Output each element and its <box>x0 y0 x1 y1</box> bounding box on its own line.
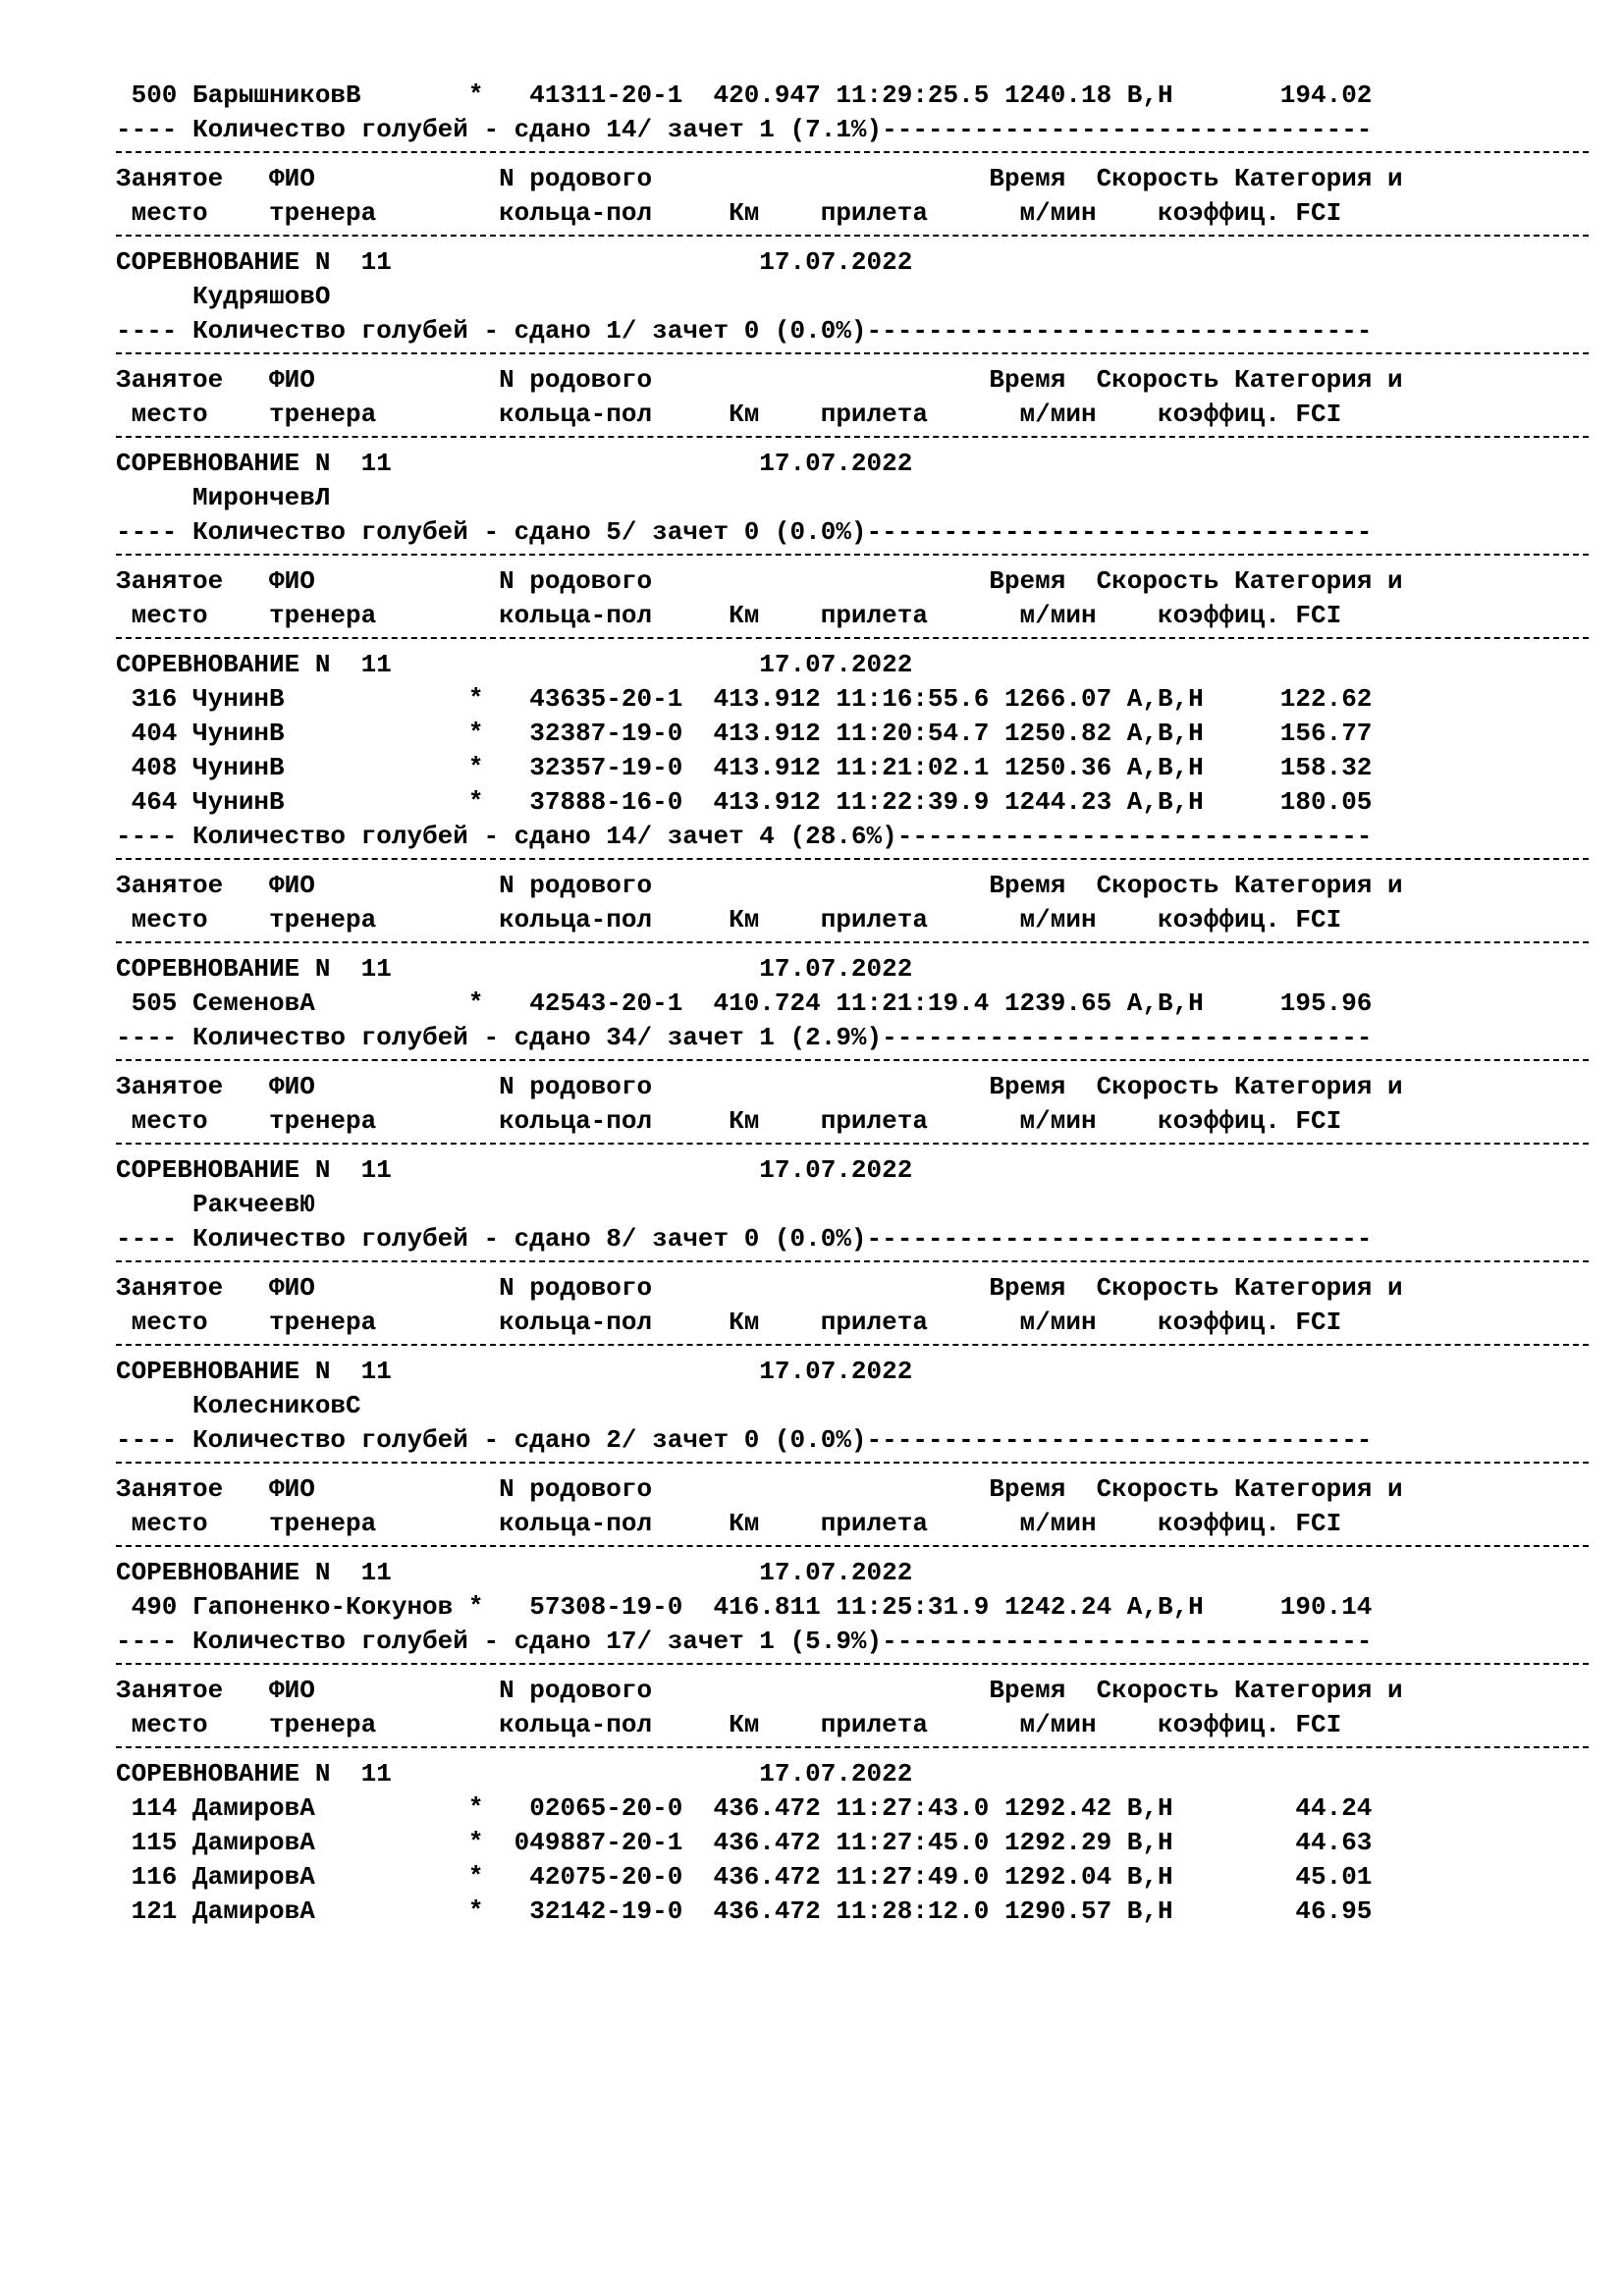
table-header-row-1: Занятое ФИО N родового Время Скорость Категория и <box>116 1676 1403 1705</box>
competition-title: СОРЕВНОВАНИЕ N 11 17.07.2022 <box>116 954 913 984</box>
competition-title: СОРЕВНОВАНИЕ N 11 17.07.2022 <box>116 449 913 478</box>
separator-line <box>116 348 1403 363</box>
table-header-row-1: Занятое ФИО N родового Время Скорость Категория и <box>116 164 1403 193</box>
table-header-row-1: Занятое ФИО N родового Время Скорость Категория и <box>116 1474 1403 1504</box>
summary-line: ---- Количество голубей - сдано 1/ зачет 0 (0.0%)--------------------------------- <box>116 316 1373 346</box>
table-header-row-2: место тренера кольца-пол Км прилета м/мин коэффиц. FCI <box>116 198 1342 228</box>
separator-line <box>116 1256 1403 1271</box>
result-row: 316 ЧунинВ * 43635-20-1 413.912 11:16:55.6 1266.07 A,B,H 122.62 <box>116 684 1373 714</box>
table-header-row-2: место тренера кольца-пол Км прилета м/мин коэффиц. FCI <box>116 1308 1342 1337</box>
separator-line <box>116 432 1403 447</box>
table-header-row-2: место тренера кольца-пол Км прилета м/мин коэффиц. FCI <box>116 905 1342 934</box>
separator-line <box>116 1139 1403 1153</box>
summary-line: ---- Количество голубей - сдано 5/ зачет 0 (0.0%)--------------------------------- <box>116 517 1373 547</box>
competition-title: СОРЕВНОВАНИЕ N 11 17.07.2022 <box>116 1759 913 1789</box>
result-row: 114 ДамировА * 02065-20-0 436.472 11:27:43.0 1292.42 B,H 44.24 <box>116 1793 1373 1823</box>
table-header-row-1: Занятое ФИО N родового Время Скорость Категория и <box>116 871 1403 900</box>
owner-name: РакчеевЮ <box>116 1190 315 1219</box>
table-header-row-2: место тренера кольца-пол Км прилета м/мин коэффиц. FCI <box>116 400 1342 429</box>
owner-name: КолесниковС <box>116 1391 361 1420</box>
summary-line: ---- Количество голубей - сдано 8/ зачет 0 (0.0%)--------------------------------- <box>116 1224 1373 1254</box>
competition-title: СОРЕВНОВАНИЕ N 11 17.07.2022 <box>116 1558 913 1587</box>
table-header-row-2: место тренера кольца-пол Км прилета м/мин коэффиц. FCI <box>116 601 1342 630</box>
table-header-row-1: Занятое ФИО N родового Время Скорость Категория и <box>116 1273 1403 1303</box>
competition-title: СОРЕВНОВАНИЕ N 11 17.07.2022 <box>116 650 913 679</box>
competition-title: СОРЕВНОВАНИЕ N 11 17.07.2022 <box>116 1357 913 1386</box>
competition-title: СОРЕВНОВАНИЕ N 11 17.07.2022 <box>116 247 913 277</box>
owner-name: КудряшовО <box>116 282 331 311</box>
result-row: 408 ЧунинВ * 32357-19-0 413.912 11:21:02.1 1250.36 A,B,H 158.32 <box>116 753 1373 782</box>
separator-line <box>116 147 1403 162</box>
owner-name: МирончевЛ <box>116 483 331 512</box>
summary-line: ---- Количество голубей - сдано 17/ зачет 1 (5.9%)-------------------------------- <box>116 1627 1373 1656</box>
separator-line <box>116 1458 1403 1472</box>
result-row: 490 Гапоненко-Кокунов * 57308-19-0 416.811 11:25:31.9 1242.24 A,B,H 190.14 <box>116 1592 1373 1622</box>
result-row: 464 ЧунинВ * 37888-16-0 413.912 11:22:39.9 1244.23 A,B,H 180.05 <box>116 787 1373 817</box>
summary-line: ---- Количество голубей - сдано 14/ зачет 1 (7.1%)-------------------------------- <box>116 115 1373 144</box>
separator-line <box>116 854 1403 869</box>
table-header-row-2: место тренера кольца-пол Км прилета м/мин коэффиц. FCI <box>116 1106 1342 1136</box>
separator-line <box>116 1659 1403 1674</box>
separator-line <box>116 1340 1403 1355</box>
results-sheet <box>116 79 1403 1929</box>
separator-line <box>116 633 1403 648</box>
table-header-row-2: место тренера кольца-пол Км прилета м/мин коэффиц. FCI <box>116 1710 1342 1739</box>
separator-line <box>116 1742 1403 1757</box>
separator-line <box>116 550 1403 564</box>
separator-line <box>116 1541 1403 1556</box>
summary-line: ---- Количество голубей - сдано 34/ зачет 1 (2.9%)-------------------------------- <box>116 1023 1373 1052</box>
summary-line: ---- Количество голубей - сдано 2/ зачет 0 (0.0%)--------------------------------- <box>116 1425 1373 1455</box>
table-header-row-1: Занятое ФИО N родового Время Скорость Категория и <box>116 365 1403 395</box>
separator-line <box>116 1055 1403 1070</box>
separator-line <box>116 937 1403 952</box>
result-row: 115 ДамировА * 049887-20-1 436.472 11:27:45.0 1292.29 B,H 44.63 <box>116 1828 1373 1857</box>
result-row: 500 БарышниковВ * 41311-20-1 420.947 11:29:25.5 1240.18 B,H 194.02 <box>116 80 1373 110</box>
summary-line: ---- Количество голубей - сдано 14/ зачет 4 (28.6%)------------------------------- <box>116 822 1373 851</box>
separator-line <box>116 231 1403 245</box>
table-header-row-2: место тренера кольца-пол Км прилета м/мин коэффиц. FCI <box>116 1509 1342 1538</box>
table-header-row-1: Занятое ФИО N родового Время Скорость Категория и <box>116 566 1403 596</box>
result-row: 505 СеменовА * 42543-20-1 410.724 11:21:19.4 1239.65 A,B,H 195.96 <box>116 988 1373 1018</box>
competition-title: СОРЕВНОВАНИЕ N 11 17.07.2022 <box>116 1155 913 1185</box>
table-header-row-1: Занятое ФИО N родового Время Скорость Категория и <box>116 1072 1403 1101</box>
result-row: 116 ДамировА * 42075-20-0 436.472 11:27:49.0 1292.04 B,H 45.01 <box>116 1862 1373 1892</box>
result-row: 404 ЧунинВ * 32387-19-0 413.912 11:20:54.7 1250.82 A,B,H 156.77 <box>116 719 1373 748</box>
result-row: 121 ДамировА * 32142-19-0 436.472 11:28:12.0 1290.57 B,H 46.95 <box>116 1896 1373 1926</box>
